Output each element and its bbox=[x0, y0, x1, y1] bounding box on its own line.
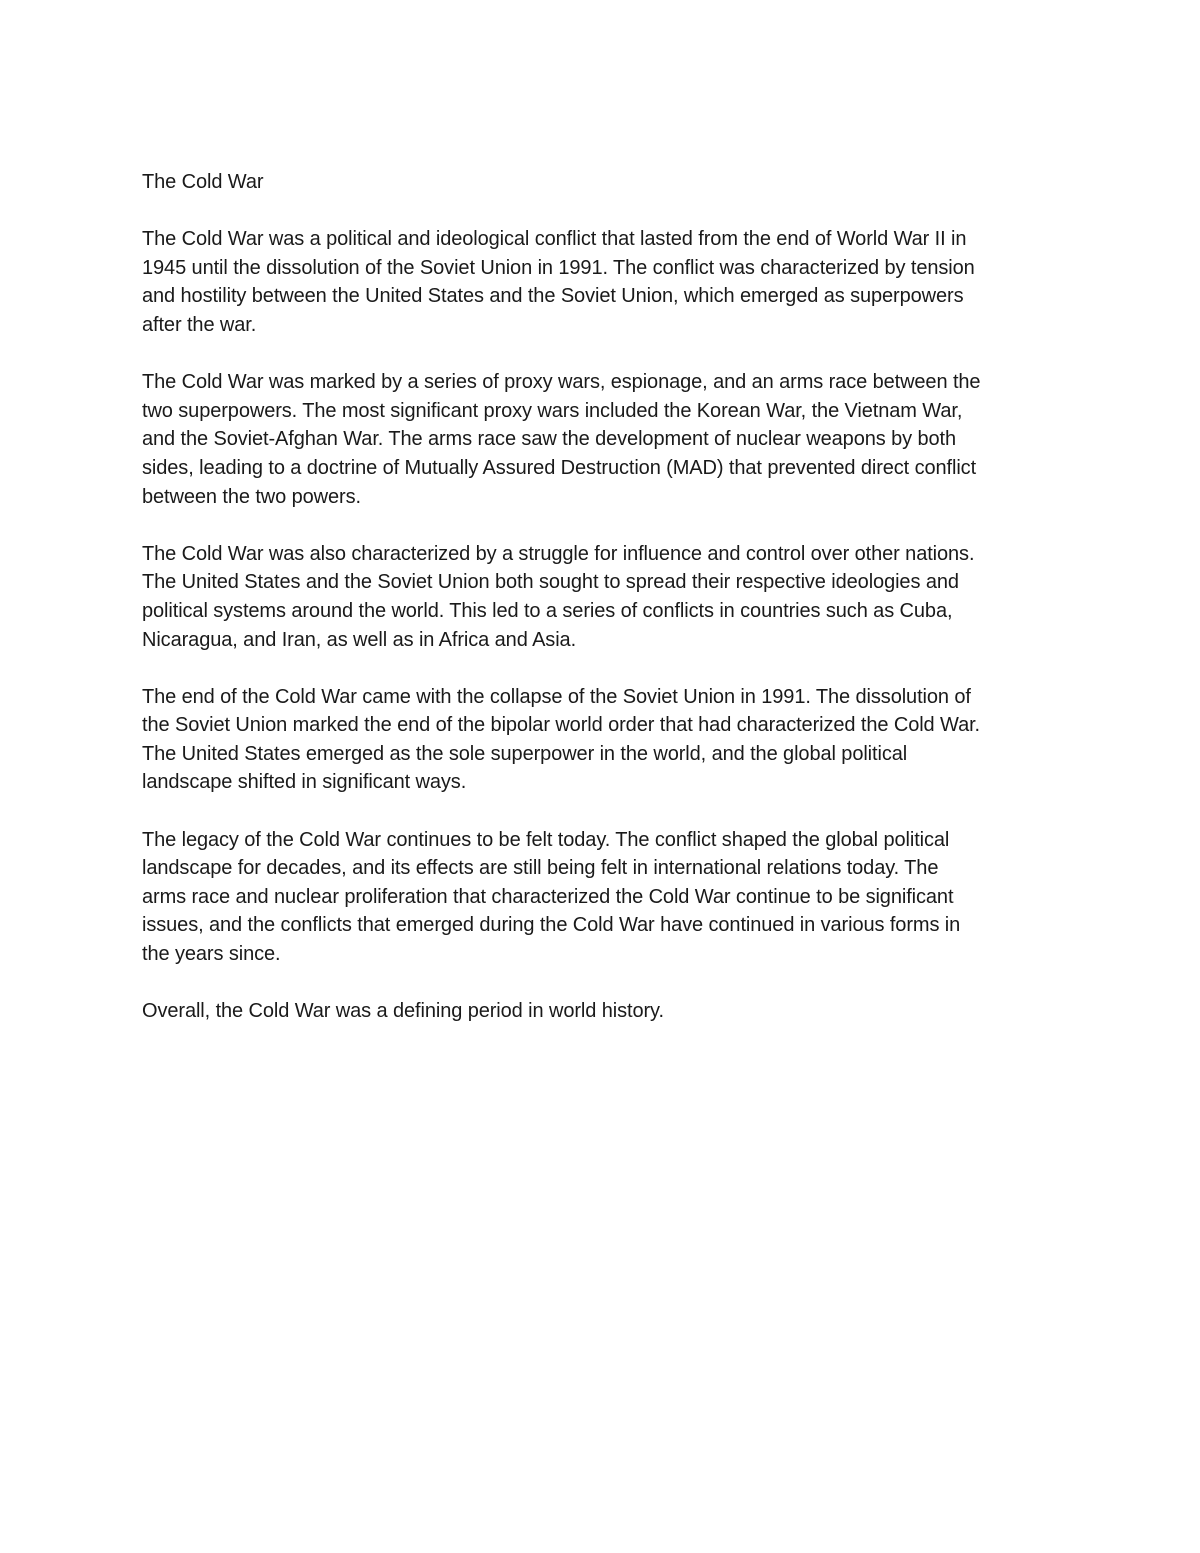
paragraph-line: The Cold War was marked by a series of proxy wars, espionage, and an arms race between the bbox=[142, 371, 981, 394]
paragraph-line: landscape for decades, and its effects are still being felt in international relations today. The bbox=[142, 857, 939, 880]
paragraph-3 bbox=[142, 540, 1072, 654]
paragraph-line: arms race and nuclear proliferation that characterized the Cold War continue to be significant bbox=[142, 885, 954, 908]
paragraph-line: Nicaragua, and Iran, as well as in Africa and Asia. bbox=[142, 628, 577, 651]
paragraph-4 bbox=[142, 683, 1072, 797]
paragraph-line: The legacy of the Cold War continues to be felt today. The conflict shaped the global political bbox=[142, 828, 950, 851]
document-body bbox=[142, 168, 1072, 1054]
document-title: The Cold War bbox=[142, 171, 264, 193]
paragraph-6 bbox=[142, 997, 1072, 1026]
paragraph-line: The United States emerged as the sole superpower in the world, and the global political bbox=[142, 742, 908, 765]
paragraph-line: sides, leading to a doctrine of Mutually Assured Destruction (MAD) that prevented direct conflict bbox=[142, 456, 977, 479]
paragraph-line: The Cold War was also characterized by a struggle for influence and control over other nations. bbox=[142, 542, 975, 565]
paragraph-line: issues, and the conflicts that emerged during the Cold War have continued in various forms in bbox=[142, 914, 961, 937]
paragraph-line: the years since. bbox=[142, 943, 281, 966]
paragraph-line: Overall, the Cold War was a defining period in world history. bbox=[142, 1000, 664, 1023]
paragraph-list bbox=[142, 225, 1072, 1026]
paragraph-line: The Cold War was a political and ideological conflict that lasted from the end of World War II in bbox=[142, 228, 967, 251]
paragraph-line: the Soviet Union marked the end of the bipolar world order that had characterized the Cold War. bbox=[142, 714, 981, 737]
paragraph-line: political systems around the world. This led to a series of conflicts in countries such as Cuba, bbox=[142, 599, 953, 622]
paragraph-line: landscape shifted in significant ways. bbox=[142, 771, 467, 794]
paragraph-line: and hostility between the United States and the Soviet Union, which emerged as superpowers bbox=[142, 285, 964, 308]
paragraph-1 bbox=[142, 225, 1072, 339]
paragraph-line: and the Soviet-Afghan War. The arms race saw the development of nuclear weapons by both bbox=[142, 428, 956, 451]
paragraph-line: between the two powers. bbox=[142, 485, 361, 508]
paragraph-line: The end of the Cold War came with the collapse of the Soviet Union in 1991. The dissolution of bbox=[142, 685, 971, 708]
paragraph-line: two superpowers. The most significant proxy wars included the Korean War, the Vietnam War, bbox=[142, 399, 963, 422]
paragraph-2 bbox=[142, 368, 1072, 511]
paragraph-line: 1945 until the dissolution of the Soviet Union in 1991. The conflict was characterized by tension bbox=[142, 256, 975, 279]
paragraph-5 bbox=[142, 826, 1072, 969]
paragraph-line: The United States and the Soviet Union both sought to spread their respective ideologies and bbox=[142, 571, 959, 594]
paragraph-line: after the war. bbox=[142, 313, 257, 336]
